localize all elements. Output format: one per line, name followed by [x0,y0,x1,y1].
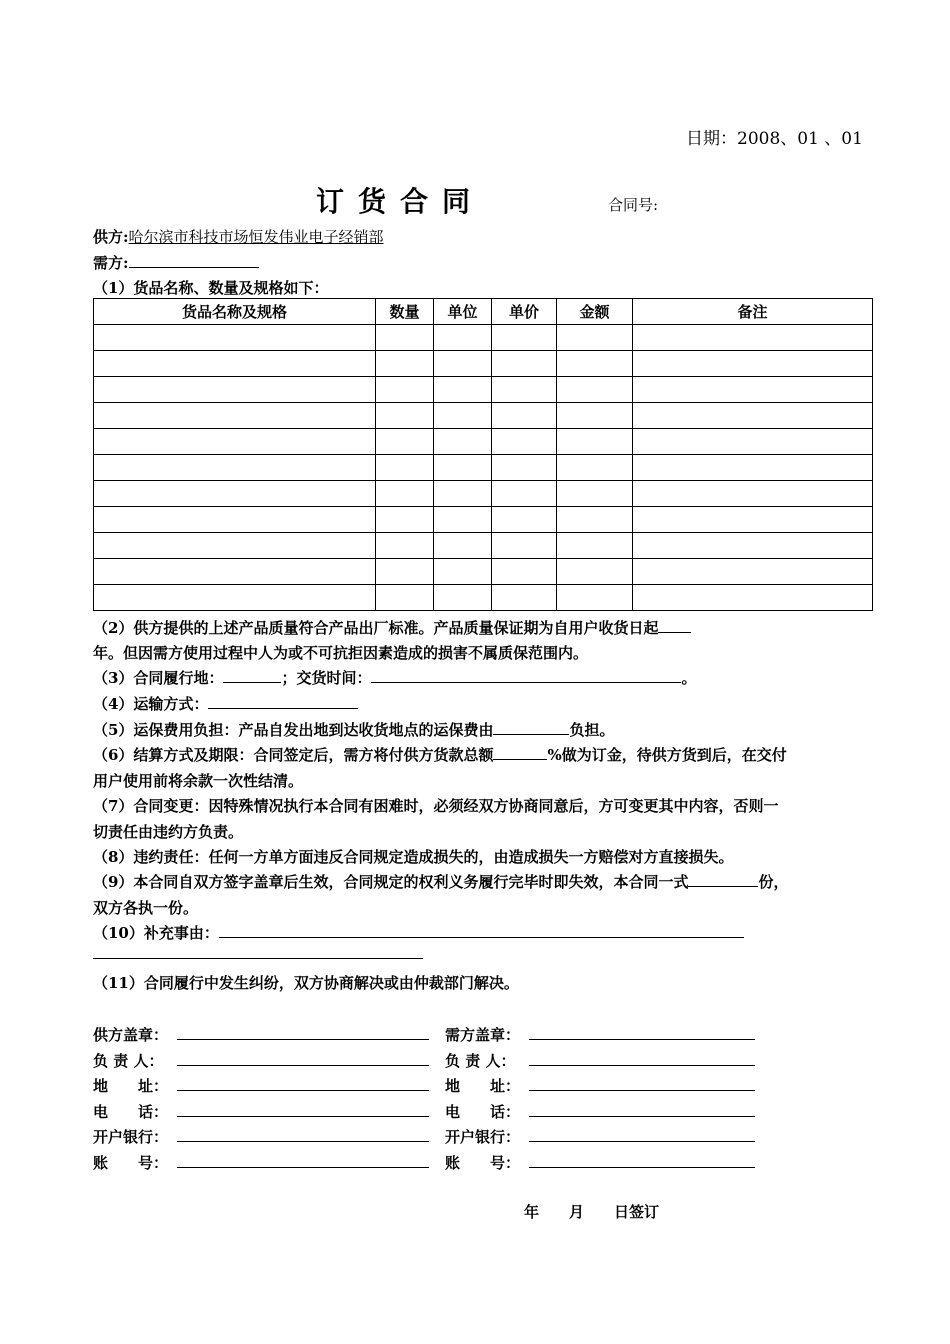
clause-10 [93,922,744,943]
supplier-bank-blank [177,1140,429,1142]
buyer-person-blank [529,1064,755,1066]
table-cell[interactable] [376,533,434,559]
table-cell[interactable] [376,429,434,455]
table-cell[interactable] [376,507,434,533]
table-cell[interactable] [94,351,376,377]
table-cell[interactable] [492,481,557,507]
contract-number-label: 合同号: [608,196,659,214]
table-cell[interactable] [376,403,434,429]
table-cell[interactable] [376,377,434,403]
table-cell[interactable] [94,325,376,351]
col-header-quantity: 数量 [376,299,434,325]
clause-9-cont: 双方各执一份。 [93,899,199,917]
clause-4 [93,693,358,714]
table-cell[interactable] [557,351,633,377]
table-cell[interactable] [633,507,873,533]
supplementary-blank-2 [93,958,423,959]
table-cell[interactable] [94,403,376,429]
supplier-seal-blank [177,1038,429,1040]
supplier-phone-label: 电 话： [93,1102,169,1121]
buyer-label: 需方: [93,254,129,272]
goods-table [93,298,873,611]
table-cell[interactable] [492,533,557,559]
table-cell[interactable] [434,325,492,351]
clause-9 [93,871,788,892]
clause-8: （8）违约责任：任何一方单方面违反合同规定造成损失的，由造成损失一方赔偿对方直接损失。 [93,848,734,866]
buyer-phone-blank [529,1115,755,1117]
table-row [94,325,873,351]
supplier-account-blank [177,1166,429,1168]
supplier-seal-label: 供方盖章： [93,1026,169,1044]
table-cell[interactable] [376,585,434,611]
buyer-phone-label: 电 话： [445,1102,521,1121]
table-cell[interactable] [94,481,376,507]
buyer-seal-blank [529,1038,755,1040]
table-cell[interactable] [94,533,376,559]
table-cell[interactable] [492,585,557,611]
buyer-bank-label: 开户银行： [445,1128,521,1146]
table-cell[interactable] [94,507,376,533]
clause-6-text-a: （6）结算方式及期限：合同签定后，需方将付供方货款总额 [93,746,494,764]
table-cell[interactable] [557,325,633,351]
clause-10-text: （10）补充事由： [93,924,219,942]
table-cell[interactable] [492,559,557,585]
buyer-address-label: 地 址： [445,1077,521,1095]
table-row [94,455,873,481]
supplier-phone-blank [177,1115,429,1117]
table-cell[interactable] [434,559,492,585]
supplier-address-label: 地 址： [93,1077,169,1095]
table-cell[interactable] [633,481,873,507]
clause-6-cont: 用户使用前将余款一次性结清。 [93,772,304,790]
table-row [94,559,873,585]
clause-3-text-a: （3）合同履行地： [93,669,224,687]
supplementary-blank-1 [219,936,744,938]
table-cell[interactable] [633,429,873,455]
col-header-unit-price: 单价 [492,299,557,325]
table-cell[interactable] [557,377,633,403]
clause-5-text-a: （5）运保费用负担：产品自发出地到达收货地点的运保费由 [93,721,494,739]
table-cell[interactable] [557,403,633,429]
table-cell[interactable] [434,429,492,455]
table-header-row [94,299,873,325]
clause-4-text: （4）运输方式： [93,695,209,713]
table-row [94,429,873,455]
section-1-heading: （1）货品名称、数量及规格如下： [93,279,329,297]
table-row [94,585,873,611]
table-cell[interactable] [376,559,434,585]
buyer-address-blank [529,1089,755,1091]
clause-5 [93,719,614,740]
table-row [94,403,873,429]
table-cell[interactable] [434,585,492,611]
table-cell[interactable] [492,403,557,429]
table-row [94,481,873,507]
table-cell[interactable] [376,455,434,481]
clause-2 [93,617,691,638]
table-cell[interactable] [492,325,557,351]
buyer-account-blank [529,1166,755,1168]
copies-blank [688,885,758,887]
table-cell[interactable] [633,403,873,429]
table-cell[interactable] [557,481,633,507]
table-cell[interactable] [434,351,492,377]
supplier-signature-block [93,1024,429,1177]
col-header-name: 货品名称及规格 [94,299,376,325]
clause-9-text-a: （9）本合同自双方签字盖章后生效，合同规定的权利义务履行完毕时即失效，本合同一式 [93,873,689,891]
table-row [94,351,873,377]
table-row [94,377,873,403]
table-cell[interactable] [376,325,434,351]
table-cell[interactable] [94,377,376,403]
clause-6 [93,744,787,765]
table-cell[interactable] [492,429,557,455]
deposit-percent-blank [493,758,547,760]
table-cell[interactable] [434,533,492,559]
table-cell[interactable] [633,455,873,481]
clause-2-text-a: （2）供方提供的上述产品质量符合产品出厂标准。产品质量保证期为自用户收货日起 [93,619,659,637]
clause-3 [93,667,696,688]
supplier-bank-label: 开户银行： [93,1128,169,1146]
col-header-remarks: 备注 [633,299,873,325]
table-cell[interactable] [492,377,557,403]
buyer-account-label: 账 号： [445,1153,521,1172]
table-cell[interactable] [94,429,376,455]
goods-table-body [94,325,873,611]
table-cell[interactable] [633,533,873,559]
clause-2-cont: 年。但因需方使用过程中人为或不可抗拒因素造成的损害不属质保范围内。 [93,644,589,662]
col-header-unit: 单位 [434,299,492,325]
buyer-bank-blank [529,1140,755,1142]
table-cell[interactable] [492,351,557,377]
supplier-label: 供方: [93,228,129,246]
delivery-time-blank [371,681,681,683]
signing-date: 年 月 日签订 [524,1203,660,1221]
supplier-address-blank [177,1089,429,1091]
table-cell[interactable] [376,481,434,507]
table-cell[interactable] [557,533,633,559]
table-row [94,533,873,559]
supplier-line [93,226,384,247]
table-cell[interactable] [434,507,492,533]
table-cell[interactable] [557,429,633,455]
clause-9-text-b: 份， [758,873,789,891]
clause-11: （11）合同履行中发生纠纷，双方协商解决或由仲裁部门解决。 [93,974,519,992]
clause-7-cont: 切责任由违约方负责。 [93,823,244,841]
table-cell[interactable] [633,351,873,377]
buyer-seal-label: 需方盖章： [445,1026,521,1044]
buyer-line [93,252,259,273]
transport-method-blank [208,707,358,709]
table-cell[interactable] [434,455,492,481]
buyer-signature-block [445,1024,755,1177]
table-cell[interactable] [557,585,633,611]
buyer-blank [129,266,259,268]
table-cell[interactable] [434,403,492,429]
col-header-amount: 金额 [557,299,633,325]
table-cell[interactable] [557,507,633,533]
supplier-person-blank [177,1064,429,1066]
table-cell[interactable] [633,325,873,351]
table-cell[interactable] [633,585,873,611]
warranty-years-blank [658,631,691,633]
contract-date: 日期：2008、01 、01 [686,129,863,149]
supplier-account-label: 账 号： [93,1153,169,1172]
clause-6-text-b: %做为订金，待供方货到后，在交付 [547,746,787,764]
table-cell[interactable] [94,559,376,585]
table-cell[interactable] [492,507,557,533]
table-cell[interactable] [434,377,492,403]
table-cell[interactable] [633,377,873,403]
buyer-person-label: 负 责 人： [445,1051,516,1070]
clause-5-text-b: 负担。 [569,721,615,739]
table-cell[interactable] [557,455,633,481]
clause-3-text-c: 。 [681,669,697,687]
supplier-name: 哈尔滨市科技市场恒发伟业电子经销部 [128,228,384,246]
freight-payer-blank [493,733,569,735]
table-cell[interactable] [376,351,434,377]
table-cell[interactable] [492,455,557,481]
table-cell[interactable] [434,481,492,507]
table-cell[interactable] [633,559,873,585]
page-title: 订货合同 [316,185,485,218]
table-cell[interactable] [557,559,633,585]
supplier-person-label: 负 责 人： [93,1051,164,1070]
table-row [94,507,873,533]
table-cell[interactable] [94,585,376,611]
table-cell[interactable] [94,455,376,481]
clause-3-text-b: ；交货时间： [281,669,372,687]
place-of-performance-blank [223,681,281,683]
clause-7: （7）合同变更：因特殊情况执行本合同有困难时，必须经双方协商同意后，方可变更其中内容，否则一 [93,797,779,815]
